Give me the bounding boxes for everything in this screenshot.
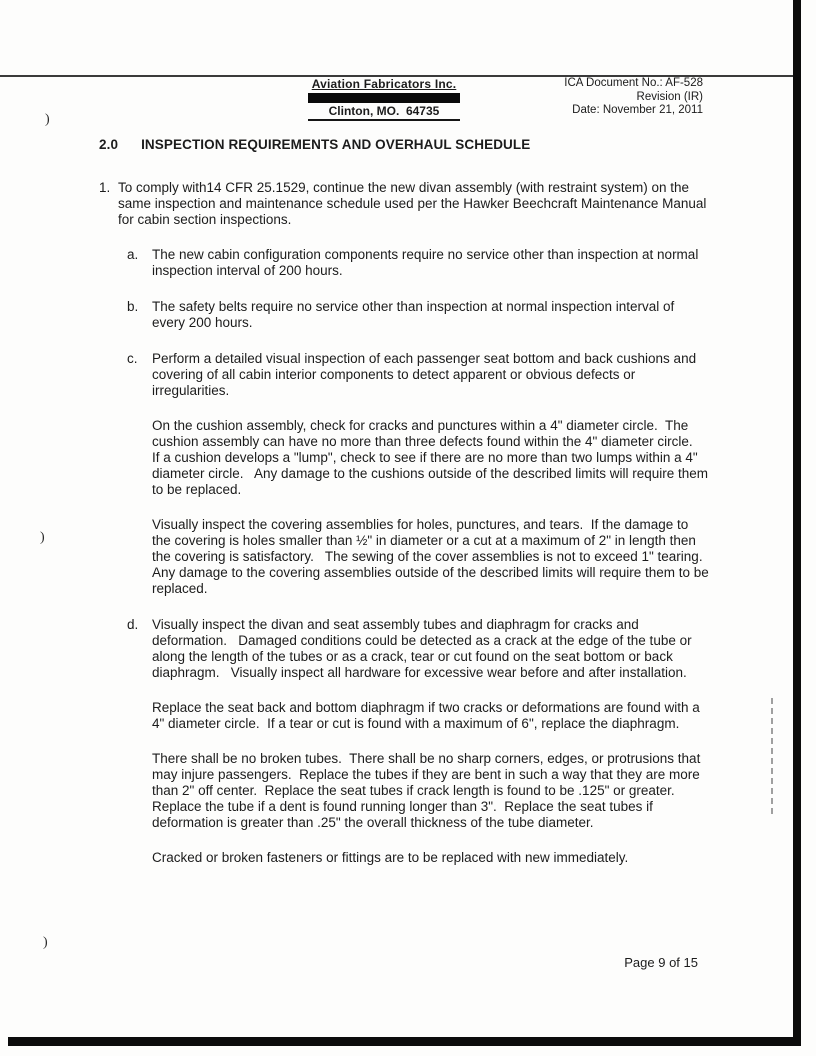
paragraph: On the cushion assembly, check for cracks and punctures within a 4" diameter circle. The cushion assembly can have no more than three defects found within the 4" diameter circle. If a cushion develops a "lump", check to see if there are no more than two lumps within a 4" diameter circle. Any damage to the cushions outside of the described limits will require them to be replaced.: [152, 418, 712, 497]
paragraph: Visually inspect the covering assemblies for holes, punctures, and tears. If the damage to the covering is holes smaller than ½" in diameter or a cut at a maximum of 2" in length then the covering is satisfactory. The sewing of the cover assemblies is not to exceed 1" tearing. Any damage to the covering assemblies outside of the described limits will require them to be replaced.: [152, 517, 713, 596]
scan-edge-right: [793, 0, 801, 1046]
paragraph: Perform a detailed visual inspection of each passenger seat bottom and back cushions and covering of all cabin interior components to detect apparent or obvious defects or irregularities.: [152, 351, 700, 398]
doc-info-block: [505, 77, 703, 118]
paragraph: Replace the seat back and bottom diaphragm if two cracks or deformations are found with a 4" diameter circle. If a tear or cut is found with a maximum of 6", replace the diaphragm.: [152, 700, 704, 731]
list-item-c: [127, 351, 717, 597]
list-item-label: b.: [127, 299, 139, 314]
section-title: INSPECTION REQUIREMENTS AND OVERHAUL SCHEDULE: [141, 137, 531, 152]
lettered-list: [99, 247, 717, 866]
paragraph: The safety belts require no service other than inspection at normal inspection interval of every 200 hours.: [152, 299, 679, 330]
paragraph: To comply with14 CFR 25.1529, continue the new divan assembly (with restraint system) on the same inspection and maintenance schedule used per the Hawker Beechcraft Maintenance Manual for cabin section inspections.: [118, 180, 711, 227]
scan-edge-bottom: [8, 1037, 801, 1046]
document-body: [99, 137, 717, 886]
list-item-d: [127, 617, 717, 866]
section-heading: [99, 137, 717, 153]
list-item-label: d.: [127, 617, 139, 632]
margin-pen-mark: ): [45, 112, 50, 127]
doc-number: ICA Document No.: AF-528: [564, 77, 703, 89]
company-city: Clinton, MO. 64735: [308, 104, 460, 121]
numbered-item-1: [99, 180, 717, 228]
paragraph: Visually inspect the divan and seat assembly tubes and diaphragm for cracks and deformation. Damaged conditions could be detected as a crack at the edge of the tube or along the length of the tubes or as a crack, tear or cut found on the seat bottom or back diaphragm. Visually inspect all hardware for excessive wear before and after installation.: [152, 617, 696, 680]
page-number: Page 9 of 15: [624, 955, 698, 970]
paragraph: The new cabin configuration components require no service other than inspection at normal inspection interval of 200 hours.: [152, 247, 703, 278]
company-block: [273, 77, 495, 121]
margin-pen-mark: ): [43, 935, 48, 950]
paragraph: There shall be no broken tubes. There shall be no sharp corners, edges, or protrusions that may injure passengers. Replace the tubes if they are bent in such a way that they are more than 2" off center. Replace the seat tubes if crack length is found to be .125" or greater. Replace the tube if a dent is found running longer than 3". Replace the seat tubes if deformation is greater than .25" the overall thickness of the tube diameter.: [152, 751, 705, 830]
list-item-label: c.: [127, 351, 138, 366]
numbered-item-label: 1.: [99, 180, 111, 195]
doc-date: Date: November 21, 2011: [572, 104, 703, 116]
margin-dashed-mark: [771, 698, 773, 814]
list-item-a: [127, 247, 717, 279]
margin-pen-mark: ): [40, 530, 45, 545]
paragraph: Cracked or broken fasteners or fittings are to be replaced with new immediately.: [152, 850, 629, 865]
list-item-b: [127, 299, 717, 331]
list-item-label: a.: [127, 247, 139, 262]
section-number: 2.0: [99, 137, 119, 152]
redaction-bar: [308, 93, 460, 103]
company-name: Aviation Fabricators Inc.: [311, 77, 457, 91]
doc-revision: Revision (IR): [636, 90, 703, 103]
